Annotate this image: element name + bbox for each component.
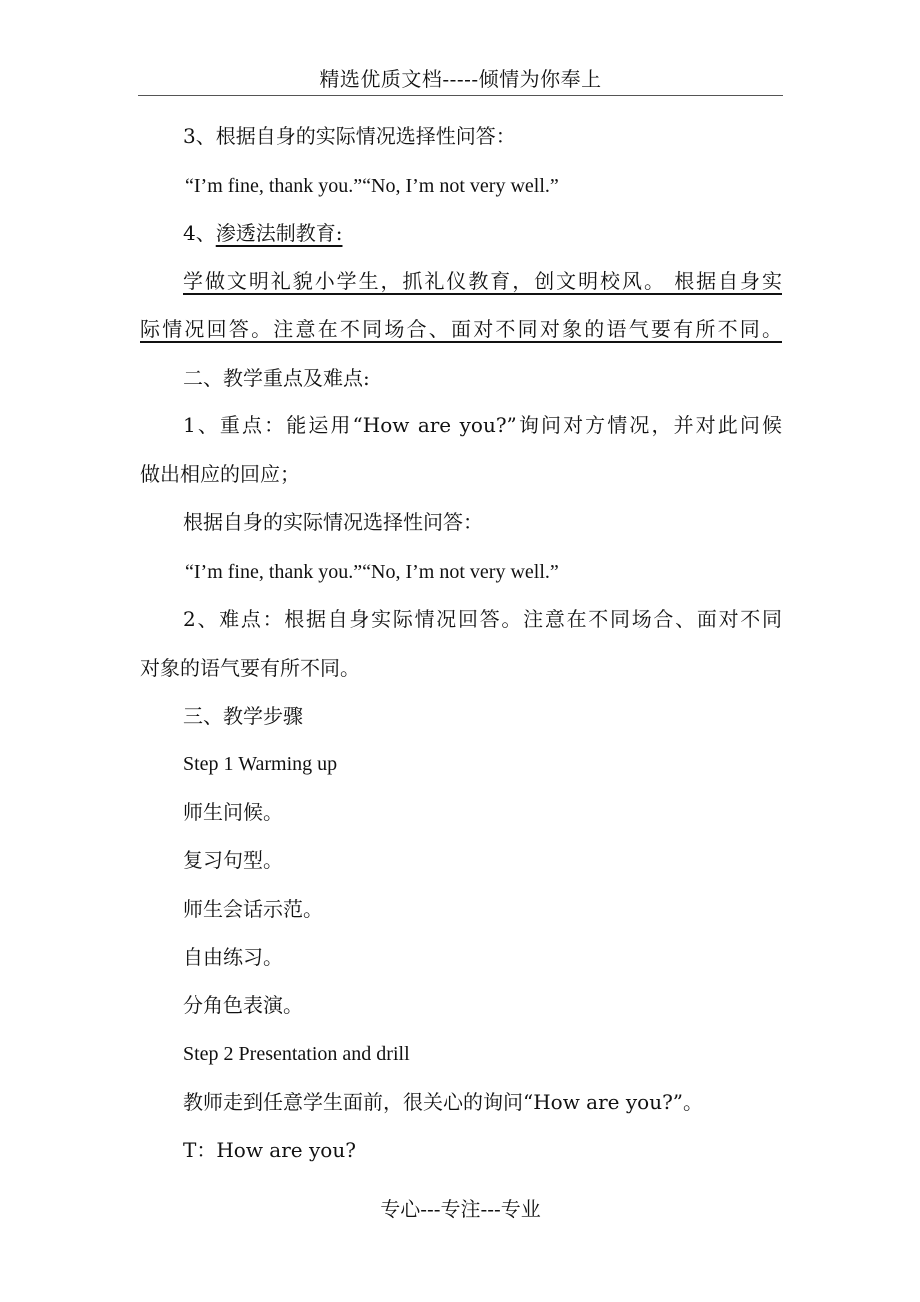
step-heading: Step 2 Presentation and drill: [183, 1043, 410, 1065]
paragraph-line: 1、重点：能运用“How are you?”询问对方情况，并对此问候: [183, 413, 782, 437]
paragraph-line: 对象的语气要有所不同。: [140, 656, 360, 680]
section-heading: 二、教学重点及难点:: [183, 366, 370, 390]
paragraph-line: 教师走到任意学生面前，很关心的询问“How are you?”。: [183, 1090, 704, 1114]
paragraph-line: 分角色表演。: [183, 993, 303, 1017]
paragraph-line: 3、根据自身的实际情况选择性问答：: [183, 124, 516, 148]
page-footer: 专心---专注---专业: [380, 1197, 541, 1221]
page-header: 精选优质文档-----倾情为你奉上: [319, 67, 602, 91]
paragraph-line: 根据自身的实际情况选择性问答：: [183, 510, 483, 534]
paragraph-line: “I’m fine, thank you.”“No, I’m not very well.”: [185, 175, 559, 197]
paragraph-line: 际情况回答。注意在不同场合、面对不同对象的语气要有所不同。: [140, 317, 782, 341]
paragraph-line: 做出相应的回应；: [140, 462, 300, 486]
paragraph-line: 学做文明礼貌小学生，抓礼仪教育，创文明校风。 根据自身实: [183, 269, 782, 293]
section-heading: 三、教学步骤: [183, 704, 303, 728]
paragraph-line: “I’m fine, thank you.”“No, I’m not very well.”: [185, 561, 559, 583]
header-divider: [138, 95, 783, 96]
step-heading: Step 1 Warming up: [183, 753, 338, 775]
paragraph-line: 复习句型。: [183, 848, 283, 872]
paragraph-line: 2、难点：根据自身实际情况回答。注意在不同场合、面对不同: [183, 607, 782, 631]
paragraph-line: T：How are you?: [183, 1138, 356, 1162]
list-number: 4、: [183, 221, 216, 245]
paragraph-line: 师生问候。: [183, 800, 283, 824]
paragraph-line: [140, 219, 782, 247]
paragraph-line: 师生会话示范。: [183, 897, 323, 921]
underlined-heading: 渗透法制教育:: [215, 221, 343, 245]
paragraph-line: 自由练习。: [183, 945, 283, 969]
